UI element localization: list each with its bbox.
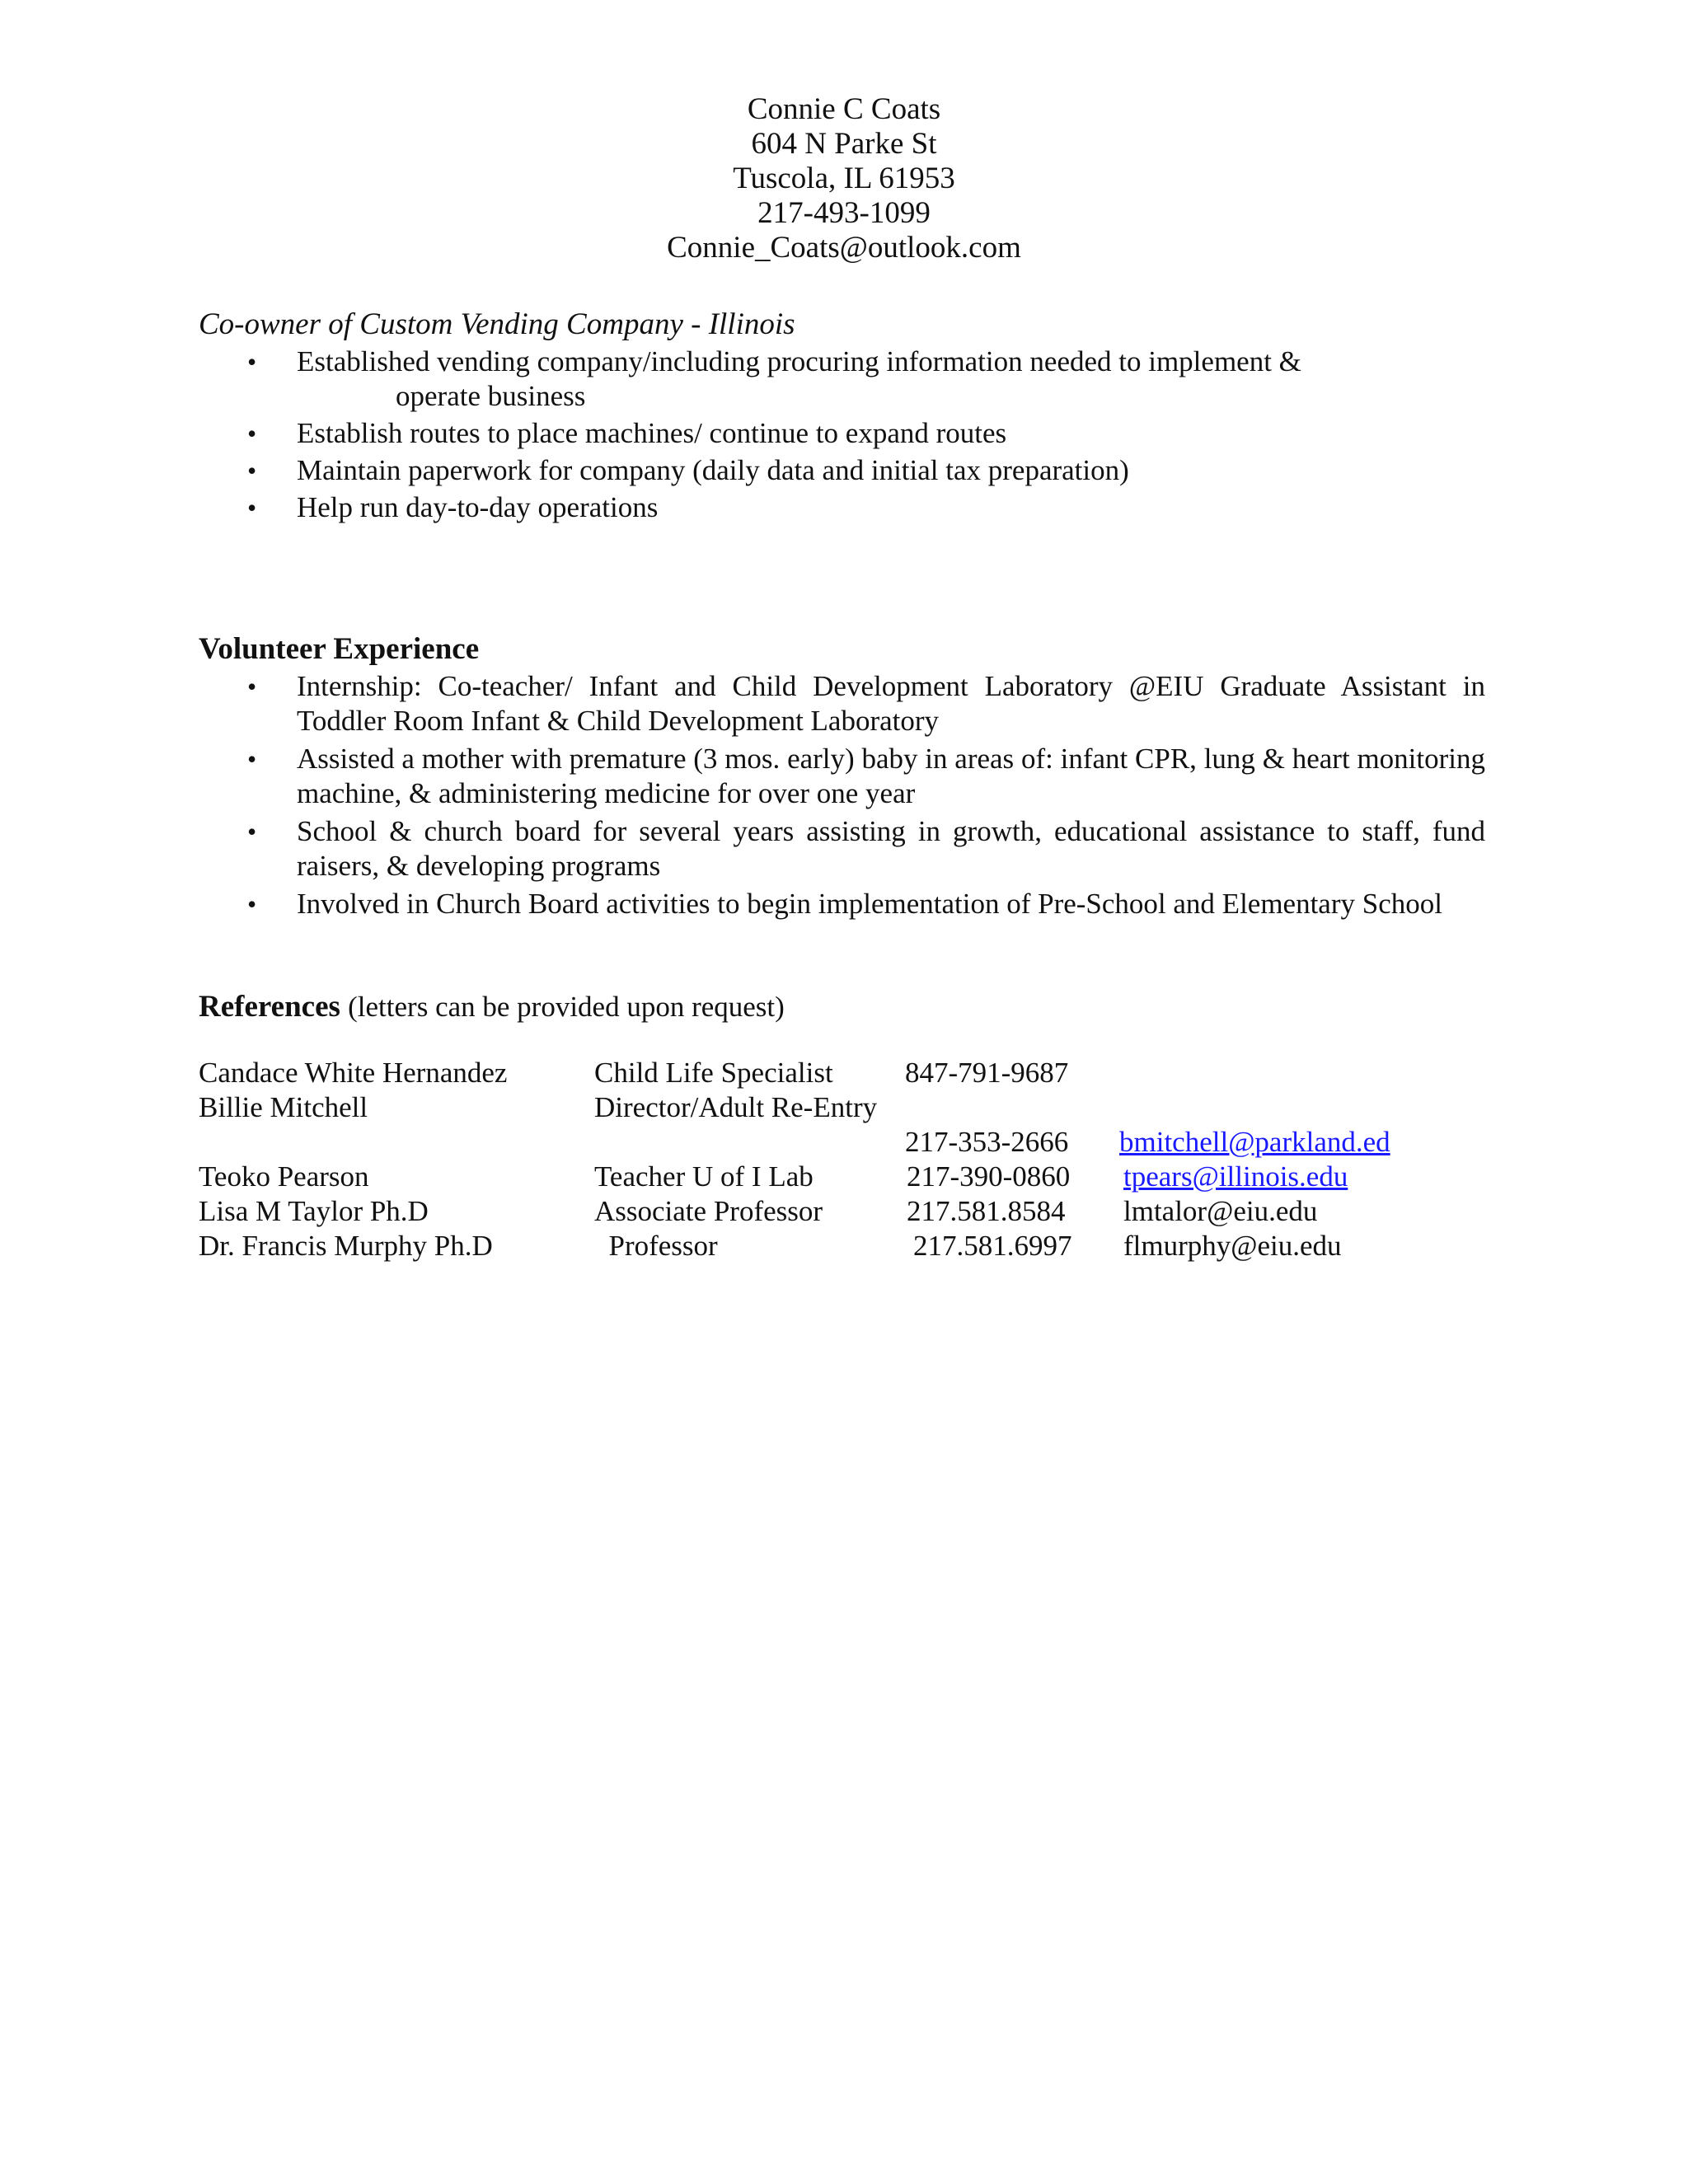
list-item — [0, 887, 1485, 921]
list-item — [0, 490, 1485, 525]
bullet-icon: • — [247, 889, 257, 919]
bullet-text: Help run day-to-day operations — [297, 491, 659, 523]
contact-street: 604 N Parke St — [751, 127, 937, 161]
ref-phone: 847-791-9687 — [905, 1057, 1069, 1089]
bullet-text: Assisted a mother with premature (3 mos. early) baby in areas of: infant CPR, lung & heart monitoring machine, & administering medicine for over one year — [297, 743, 1485, 809]
bullet-text-continued: operate business — [396, 380, 586, 412]
references-note: (letters can be provided upon request) — [348, 991, 785, 1023]
contact-city: Tuscola, IL 61953 — [733, 162, 955, 195]
volunteer-heading: Volunteer Experience — [199, 632, 480, 666]
ref-name: Teoko Pearson — [199, 1160, 369, 1193]
ref-name: Candace White Hernandez — [199, 1057, 508, 1089]
bullet-icon: • — [247, 493, 257, 523]
ref-title: Child Life Specialist — [594, 1057, 833, 1089]
bullet-text: Established vending company/including procuring information needed to implement & — [297, 345, 1301, 377]
contact-name: Connie C Coats — [747, 92, 941, 126]
bullet-icon: • — [247, 456, 257, 485]
ref-phone: 217-390-0860 — [907, 1160, 1071, 1193]
bullet-icon: • — [247, 817, 257, 846]
ref-title: Teacher U of I Lab — [594, 1160, 814, 1193]
bullet-text: Establish routes to place machines/ continue to expand routes — [297, 417, 1007, 449]
bullet-icon: • — [247, 672, 257, 701]
contact-email: Connie_Coats@outlook.com — [667, 231, 1021, 265]
list-item — [0, 344, 1485, 414]
bullet-text: Maintain paperwork for company (daily data and initial tax preparation) — [297, 454, 1129, 486]
ref-email-link[interactable]: bmitchell@parkland.ed — [1119, 1126, 1390, 1158]
volunteer-bullet-list — [0, 669, 1485, 925]
bullet-text: Involved in Church Board activities to begin implementation of Pre-School and Elementary School — [297, 888, 1442, 920]
ref-phone: 217.581.6997 — [913, 1230, 1072, 1262]
bullet-text: School & church board for several years assisting in growth, educational assistance to staff, fund raisers, & developing programs — [297, 815, 1485, 882]
references-heading — [199, 989, 785, 1024]
ref-phone: 217.581.8584 — [907, 1195, 1066, 1227]
list-item — [0, 742, 1485, 811]
ref-title: Associate Professor — [594, 1195, 823, 1227]
ref-title: Professor — [594, 1230, 718, 1262]
ref-phone: 217-353-2666 — [905, 1126, 1069, 1158]
ref-name: Lisa M Taylor Ph.D — [199, 1195, 429, 1227]
ref-email-link[interactable]: tpears@illinois.edu — [1123, 1160, 1348, 1193]
ref-name: Billie Mitchell — [199, 1091, 368, 1123]
list-item — [0, 416, 1485, 451]
contact-phone: 217-493-1099 — [757, 196, 931, 230]
list-item — [0, 814, 1485, 883]
contact-block — [0, 92, 1688, 265]
ref-title: Director/Adult Re-Entry — [594, 1091, 878, 1123]
references-title: References — [199, 990, 340, 1024]
ref-email: flmurphy@eiu.edu — [1123, 1230, 1342, 1262]
bullet-icon: • — [247, 744, 257, 774]
job-bullet-list — [0, 344, 1485, 527]
list-item — [0, 669, 1485, 738]
ref-name: Dr. Francis Murphy Ph.D — [199, 1230, 493, 1262]
bullet-icon: • — [247, 419, 257, 448]
job-title: Co-owner of Custom Vending Company - Illinois — [199, 307, 795, 341]
ref-email: lmtalor@eiu.edu — [1123, 1195, 1318, 1227]
list-item — [0, 453, 1485, 488]
bullet-icon: • — [247, 347, 257, 377]
bullet-text: Internship: Co-teacher/ Infant and Child Development Laboratory @EIU Graduate Assistant in Toddler Room Infant & Child Development Laboratory — [297, 670, 1485, 737]
